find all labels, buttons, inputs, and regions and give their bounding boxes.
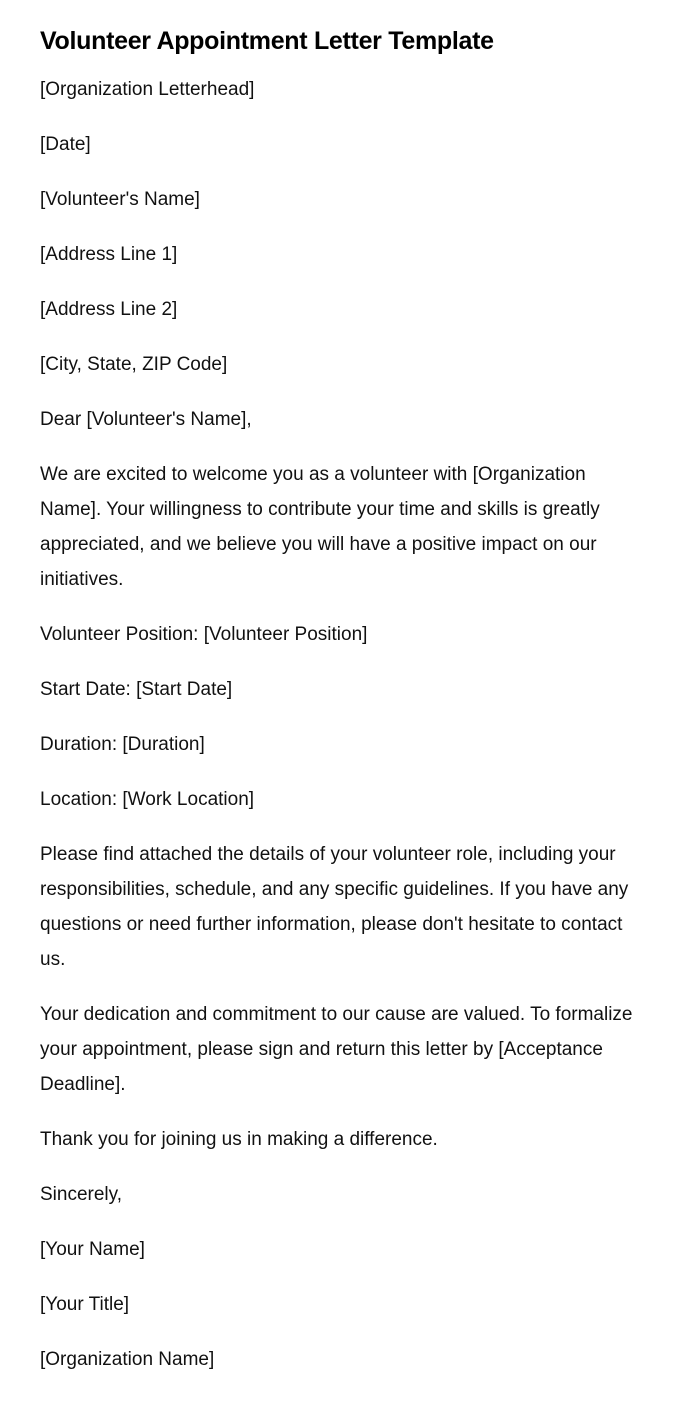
intro-paragraph: We are excited to welcome you as a volunteer with [Organization Name]. Your willingness to contribute your time and skills is greatly appreciated, and we believe you will have a positive impact on our initiatives. [40, 464, 600, 590]
signature-organization: [Organization Name] [40, 1349, 215, 1370]
letter-date: [Date] [40, 134, 91, 155]
attachment-paragraph: Please find attached the details of your volunteer role, including your responsibilities, schedule, and any specific guidelines. If you have any questions or need further information, please don't hesitate to contact us. [40, 844, 629, 970]
commitment-paragraph: Your dedication and commitment to our cause are valued. To formalize your appointment, please sign and return this letter by [Acceptance Deadline]. [40, 1004, 633, 1095]
thanks-line: Thank you for joining us in making a difference. [40, 1129, 438, 1150]
organization-letterhead: [Organization Letterhead] [40, 79, 255, 100]
recipient-address-line-1: [Address Line 1] [40, 244, 178, 265]
signature-name: [Your Name] [40, 1239, 145, 1260]
letter-document [40, 22, 640, 1397]
salutation: Dear [Volunteer's Name], [40, 409, 252, 430]
recipient-name: [Volunteer's Name] [40, 189, 200, 210]
volunteer-position: Volunteer Position: [Volunteer Position] [40, 624, 368, 645]
duration: Duration: [Duration] [40, 734, 205, 755]
closing: Sincerely, [40, 1184, 123, 1205]
work-location: Location: [Work Location] [40, 789, 255, 810]
recipient-address-line-2: [Address Line 2] [40, 299, 178, 320]
recipient-city-state-zip: [City, State, ZIP Code] [40, 354, 228, 375]
signature-title: [Your Title] [40, 1294, 130, 1315]
document-title: Volunteer Appointment Letter Template [40, 27, 494, 55]
start-date: Start Date: [Start Date] [40, 679, 233, 700]
